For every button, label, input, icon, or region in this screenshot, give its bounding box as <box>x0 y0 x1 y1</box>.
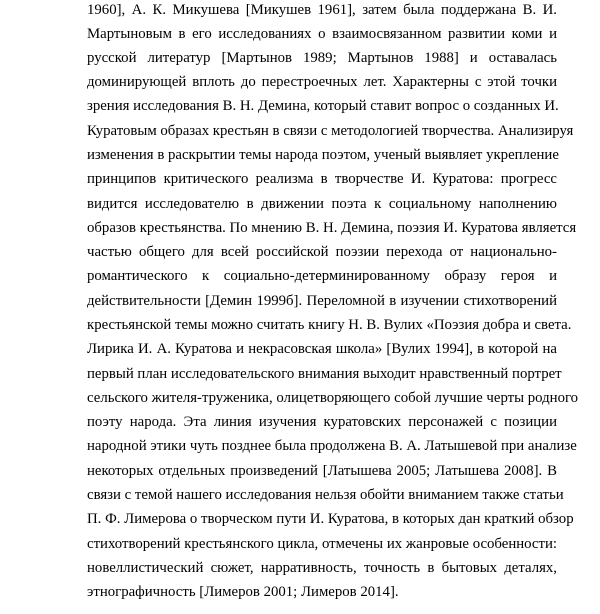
text-line: новеллистический сюжет, нарративность, точность в бытовых деталях, <box>87 560 557 576</box>
text-line: Куратовым образах крестьян в связи с методологией творчества. Анализируя <box>87 123 574 139</box>
text-line: сельского жителя-труженика, олицетворяющего собой лучшие черты родного <box>87 390 579 406</box>
text-line: доминирующей вплоть до перестроечных лет. Характерны с этой точки <box>87 74 557 90</box>
text-line: образов крестьянства. По мнению В. Н. Демина, поэзия И. Куратова является <box>87 220 577 236</box>
text-line: крестьянской темы можно считать книгу Н. В. Вулих «Поэзия добра и света. <box>87 317 572 333</box>
text-line: принципов критического реализма в творчестве И. Куратова: прогресс <box>87 171 557 187</box>
text-line: П. Ф. Лимерова о творческом пути И. Куратова, в которых дан краткий обзор <box>87 511 574 527</box>
text-line: стихотворений крестьянского цикла, отмечены их жанровые особенности: <box>87 536 557 552</box>
text-line: действительности [Демин 1999б]. Переломной в изучении стихотворений <box>87 293 557 309</box>
text-line: народной этики чуть позднее была продолжена В. А. Латышевой при анализе <box>87 438 577 454</box>
text-line: связи с темой нашего исследования нельзя обойти вниманием также статьи <box>87 487 564 503</box>
text-line: видится исследователю в движении поэта к социальному наполнению <box>87 196 557 212</box>
text-line: первый план исследовательского внимания выходит нравственный портрет <box>87 366 562 382</box>
text-line: 1960], А. К. Микушева [Микушев 1961], затем была поддержана В. И. <box>87 2 557 18</box>
text-line: частью общего для всей российской поэзии перехода от национально- <box>87 244 557 260</box>
text-line: поэту народа. Эта линия изучения куратовских персонажей с позиции <box>87 414 557 430</box>
text-line: зрения исследования В. Н. Демина, который ставит вопрос о созданных И. <box>87 98 559 114</box>
text-line: романтического к социально-детерминированному образу героя и <box>87 268 557 284</box>
text-line: изменения в раскрытии темы народа поэтом, ученый выявляет укрепление <box>87 147 559 163</box>
text-line-last: этнографичность [Лимеров 2001; Лимеров 2014]. <box>87 584 399 600</box>
text-line: русской литератур [Мартынов 1989; Мартынов 1988] и оставалась <box>87 50 557 66</box>
document-page <box>87 0 579 614</box>
text-line: Лирика И. А. Куратова и некрасовская школа» [Вулих 1994], в которой на <box>87 341 557 357</box>
text-line: некоторых отдельных произведений [Латышева 2005; Латышева 2008]. В <box>87 463 557 479</box>
text-line: Мартыновым в его исследованиях о взаимосвязанном развитии коми и <box>87 26 557 42</box>
